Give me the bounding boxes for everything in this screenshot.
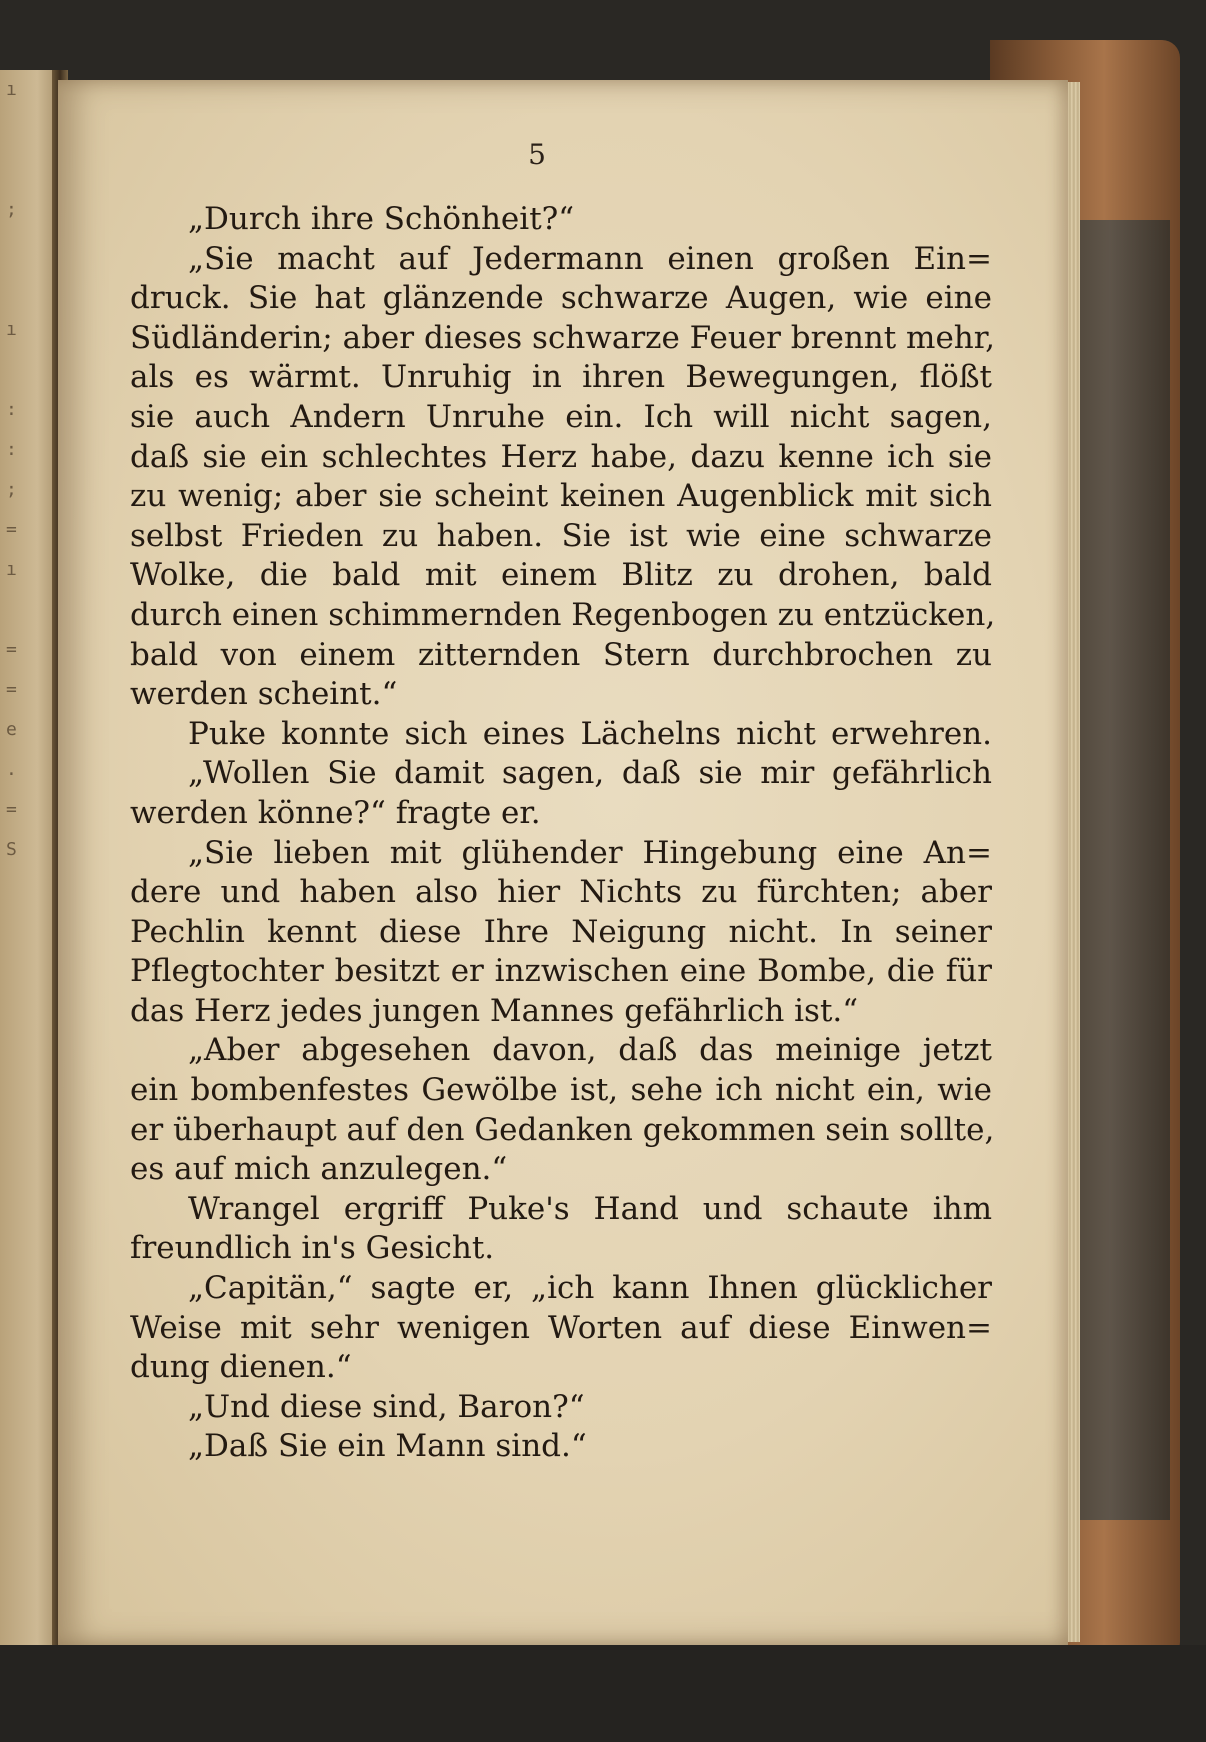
text-line: als es wärmt. Unruhig in ihren Bewegungen, flößt — [130, 359, 992, 396]
text-line: ein bombenfestes Gewölbe ist, sehe ich nicht ein, wie — [130, 1072, 992, 1109]
text-line: werden könne?“ fragte er. — [130, 794, 541, 831]
text-line: er überhaupt auf den Gedanken gekommen sein sollte, — [130, 1111, 995, 1148]
text-line: „Durch ihre Schönheit?“ — [188, 201, 575, 237]
text-line: werden scheint.“ — [130, 676, 398, 713]
text-line: Wolke, die bald mit einem Blitz zu drohen, bald — [130, 557, 992, 594]
text-line: „Sie lieben mit glühender Hingebung eine An= — [188, 834, 992, 871]
text-line: Puke konnte sich eines Lächelns nicht erwehren. — [188, 715, 992, 752]
page-number: 5 — [528, 138, 546, 171]
text-line: durch einen schimmernden Regenbogen zu entzücken, — [130, 596, 996, 633]
text-line: Weise mit sehr wenigen Worten auf diese Einwen= — [130, 1309, 992, 1346]
text-line: „Und diese sind, Baron?“ — [188, 1388, 585, 1425]
text-line: freundlich in's Gesicht. — [130, 1230, 495, 1267]
body-text — [130, 200, 996, 1467]
text-line: druck. Sie hat glänzende schwarze Augen, wie eine — [130, 280, 992, 317]
text-line: „Aber abgesehen davon, daß das meinige jetzt — [188, 1032, 992, 1069]
text-line: Pflegtochter besitzt er inzwischen eine Bombe, die für — [130, 953, 992, 990]
text-line: „Wollen Sie damit sagen, daß sie mir gefährlich — [188, 755, 992, 792]
text-line: „Daß Sie ein Mann sind.“ — [188, 1428, 587, 1465]
text-line: selbst Frieden zu haben. Sie ist wie eine schwarze — [130, 517, 992, 554]
text-line: bald von einem zitternden Stern durchbrochen zu — [130, 636, 992, 673]
text-line: dung dienen.“ — [130, 1349, 352, 1386]
previous-page-text-fragments: ı ; ı : : ; = ı = = e . = S — [6, 79, 17, 860]
text-line: Pechlin kennt diese Ihre Neigung nicht. In seiner — [130, 913, 992, 950]
text-line: Südländerin; aber dieses schwarze Feuer brennt mehr, — [130, 319, 996, 356]
text-line: dere und haben also hier Nichts zu fürchten; aber — [130, 874, 992, 911]
background-strip — [0, 1645, 1206, 1742]
text-line: zu wenig; aber sie scheint keinen Augenblick mit sich — [130, 478, 992, 515]
text-line: Wrangel ergriff Puke's Hand und schaute ihm — [188, 1190, 992, 1227]
book-page — [58, 80, 1068, 1645]
text-line: sie auch Andern Unruhe ein. Ich will nicht sagen, — [130, 398, 992, 435]
text-line: daß sie ein schlechtes Herz habe, dazu kenne ich sie — [130, 438, 992, 475]
text-line: „Capitän,“ sagte er, „ich kann Ihnen glücklicher — [188, 1270, 992, 1307]
text-line: es auf mich anzulegen.“ — [130, 1151, 508, 1188]
text-line: „Sie macht auf Jedermann einen großen Ein= — [188, 240, 992, 277]
text-line: das Herz jedes jungen Mannes gefährlich ist.“ — [130, 992, 859, 1029]
